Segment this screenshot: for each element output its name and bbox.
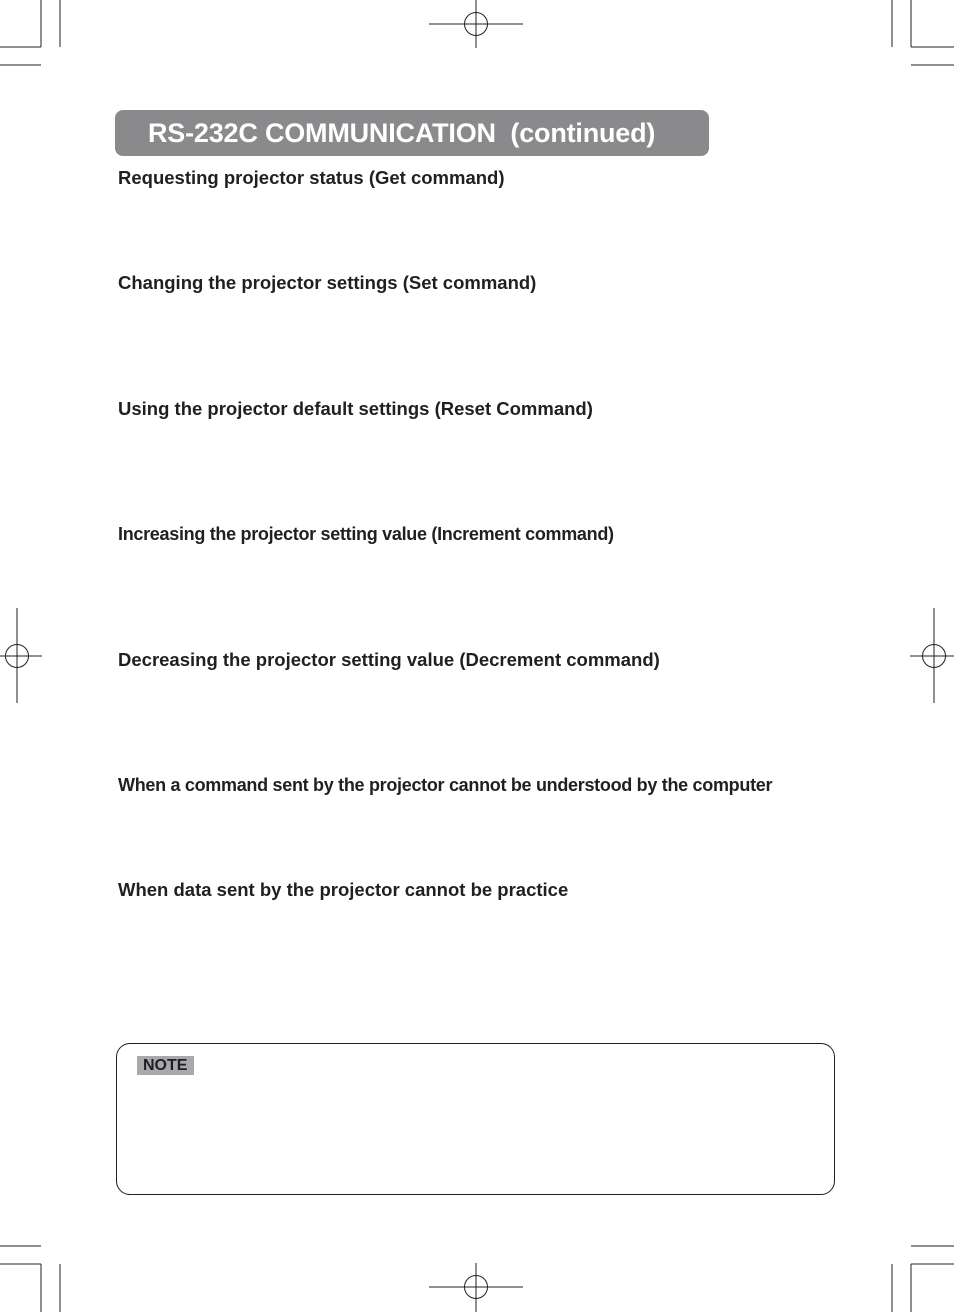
- heading-decrement-command: Decreasing the projector setting value (Decrement command): [118, 649, 660, 670]
- registration-mark-top: [429, 0, 523, 48]
- heading-get-command: Requesting projector status (Get command): [118, 167, 505, 188]
- heading-data-cannot-be-practiced: When data sent by the projector cannot be practice: [118, 879, 569, 900]
- heading-increment-command: Increasing the projector setting value (Increment command): [118, 524, 614, 544]
- note-box: [116, 1043, 835, 1195]
- heading-set-command: Changing the projector settings (Set command): [118, 272, 537, 293]
- heading-reset-command: Using the projector default settings (Reset Command): [118, 398, 593, 419]
- heading-command-not-understood: When a command sent by the projector cannot be understood by the computer: [118, 775, 773, 795]
- note-label: NOTE: [137, 1056, 194, 1075]
- page-title: RS-232C COMMUNICATION (continued): [148, 117, 656, 148]
- registration-mark-left: [0, 608, 42, 703]
- registration-mark-right: [910, 608, 954, 703]
- page-title-bar: [115, 110, 709, 156]
- registration-mark-bottom: [429, 1263, 523, 1312]
